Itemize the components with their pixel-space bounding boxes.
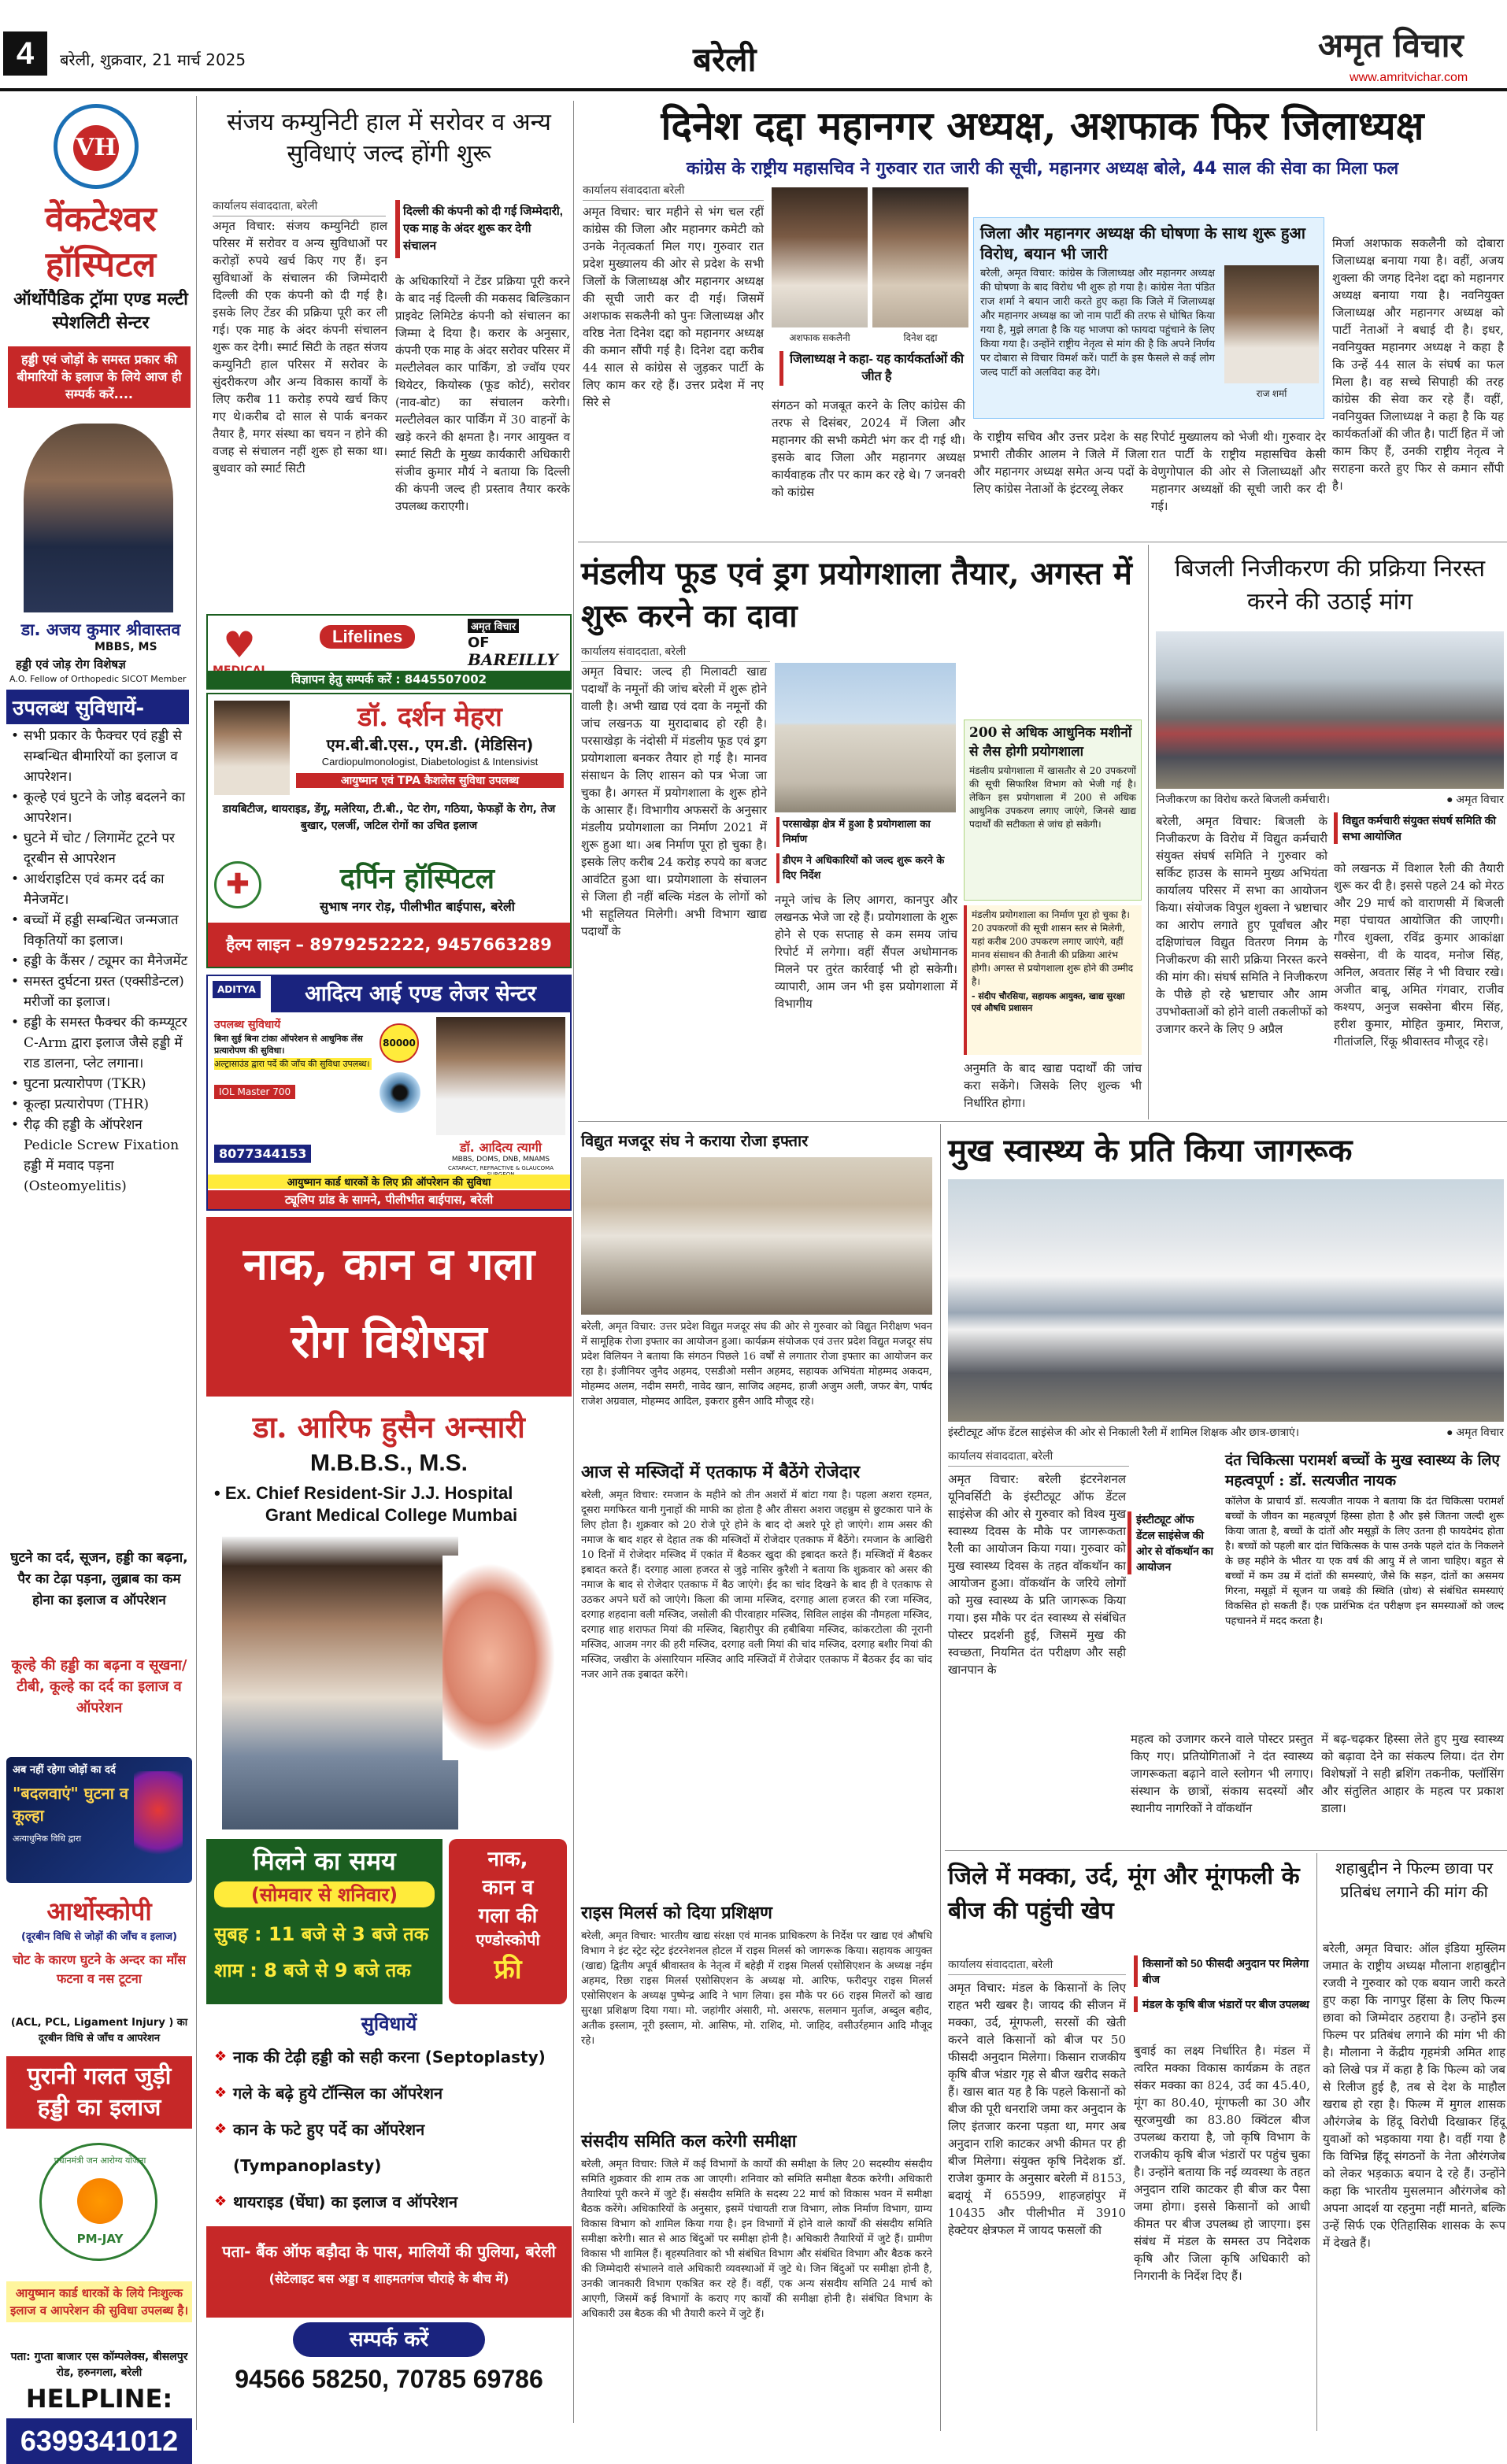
story-iftar	[578, 1124, 935, 1455]
story-headline: मंडलीय फूड एवं ड्रग प्रयोगशाला तैयार, अगस्त में शुरू करने का दावा	[581, 555, 1132, 634]
arthro-title: आर्थोस्कोपी	[46, 1896, 152, 1926]
story-headline: दिनेश दद्दा महानगर अध्यक्ष, अशफाक फिर जिलाध्यक्ष	[661, 102, 1424, 149]
story-highlight: दिल्ली की कंपनी को दी गई जिम्मेदारी, एक माह के अंदर शुरू कर देगी संचालन	[395, 200, 568, 258]
contact-label: विज्ञापन हेतु सम्पर्क करें :	[291, 672, 401, 686]
story-byline: कार्यालय संवाददाता, बरेली	[948, 1957, 1126, 1975]
badge-line-3: गला की	[478, 1904, 538, 1928]
photo-iftar	[581, 1157, 932, 1315]
story-etikaf	[578, 1456, 935, 1897]
ear-anatomy-icon	[442, 1556, 561, 1760]
doctor-degree: MBBS, DOMS, DNB, MNAMS	[451, 1156, 550, 1164]
facility-item: • सभी प्रकार के फैक्चर एवं हड्डी से सम्बन्धित बीमारियों का इलाज व आपरेशन।	[6, 726, 192, 787]
hospital-name: दर्पिन हॉस्पिटल	[339, 862, 495, 895]
dental-side-text: कॉलेज के प्राचार्य डॉ. सत्यजीत नायक ने बताया कि दंत चिकित्सा परामर्श बच्चों के जीवन का महत्वपूर्ण हिस्सा होता है और इसे जितना जल्दी शुरू किया जाता है, बच्चों के दांतों और मसूड़ों के लिए उतना ही फायदेमंद होता है। बच्चों को पहली बार दांत चिकित्सक के पास उनके पहले दांत के निकलने के छह महीने के भीतर या एक वर्ष की आयु में ले जाना चाहिए। बहुत से बच्चों में कम उम्र में दांतों की समस्याएं, जैसे कि सड़न, दांतों का असमय गिरना, मसूड़ों में सूजन या जबड़े की स्थिति (ग्रोथ) से संबंधित समस्याएं विकसित हो सकती हैं। एक प्रारंभिक दंत परीक्षण इन समस्याओं को जल्द पहचानने में मदद करता है।	[1225, 1496, 1504, 1627]
endoscopy-badge	[449, 1839, 567, 2004]
story-col1: अमृत विचार: जल्द ही मिलावटी खाद्य पदार्थों के नमूनों की जांच बरेली में शुरू होने वाली है। अभी खाद्य एवं दवा के नमूनों की जांच लखनऊ या मुरादाबाद हो रही है। परसाखेड़ा के नंदोसी में मंडलीय फूड एवं ड्रग प्रयोगशाला बनकर तैयार हो गई है। मानव संसाधन के लिए शासन को पत्र भेजा जा चुका है। अगस्त में प्रयोगशाला के शुरू होने के आसार हैं। विभागीय अफसरों के अनुसार मंडलीय प्रयोगशाला का निर्माण 2021 में शुरू हुआ था। अब निर्माण पूरा हो चुका है। इसके लिए करीब 24 करोड़ रुपये का बजट आवंटित हुआ था। प्रयोगशाला के संचालन से जिला ही नहीं बल्कि मंडल के लोगों को भी सहूलियत मिलेगी। अभी विभाग खाद्य पदार्थों के	[581, 664, 767, 938]
hospital-subtitle: ऑर्थोपैडिक ट्रॉमा एण्ड मल्टी स्पेशलिटी सेन्टर	[13, 290, 188, 333]
story-byline: कार्यालय संवाददाता, बरेली	[948, 1448, 1129, 1467]
doctor-name: डॉ. दर्शन मेहरा	[357, 701, 502, 733]
story-seeds	[945, 1853, 1313, 2431]
facility-item: • घुटना प्रत्यारोपण (TKR)	[6, 1074, 192, 1094]
photo-walkathon	[948, 1179, 1504, 1422]
caption-2: डीएम ने अधिकारियों को जल्द शुरू करने के दिए निर्देश	[776, 853, 956, 883]
facilities-label: उपलब्ध सुविधायें	[214, 1019, 281, 1031]
helpline[interactable]: हैल्प लाइन – 8979252222, 9457663289	[208, 923, 570, 967]
story-headline: आज से मस्जिदों में एतकाफ में बैठेंगे रोजेदार	[581, 1462, 861, 1482]
ent-header	[206, 1217, 572, 1397]
doctor-fellow: A.O. Fellow of Orthopedic SICOT Member	[9, 674, 187, 684]
story-chhava	[1321, 1853, 1507, 2431]
machines-box	[964, 720, 1142, 901]
lifelines-city: BAREILLY	[468, 650, 558, 669]
story-byline: कार्यालय संवाददाता, बरेली	[581, 644, 770, 662]
story-highlight: जिलाध्यक्ष ने कहा- यह कार्यकर्ताओं की जीत है	[779, 351, 965, 386]
time-morning: सुबह : 11 बजे से 3 बजे तक	[214, 1923, 429, 1945]
facility-item: • कूल्हे एवं घुटने के जोड़ बदलने का आपरेशन।	[6, 787, 192, 828]
story-congress	[578, 101, 1507, 542]
story-col3: में बढ़-चढ़कर हिस्सा लेते हुए मुख स्वास्थ्य को बढ़ावा देने का संकल्प लिया। दंत रोग विशेषज्ञों ने सही ब्रशिंग तकनीक, फ्लॉसिंग और संतुलित आहार के महत्व पर प्रकाश डाला।	[1321, 1732, 1504, 1815]
story-col2: के अधिकारियों ने टेंडर प्रक्रिया पूरी करने के बाद नई दिल्ली की मकसद बिल्डिकान प्राइवेट लिमिटेड कंपनी को संचालन का जिम्मा दे दिया है। करार के अनुसार, कंपनी एक माह के अंदर सरोवर परिसर में मल्टीलेवल कार पार्किंग, डो ज्वॉय एयर थियेटर, कियोस्क (फूड कोर्ट), सरोवर (नाव-बोट) का संचालन करेगी। मल्टीलेवल कार पार्किंग में 30 वाहनों के खड़े करने की क्षमता है। नगर आयुक्त व स्मार्ट सिटी के मुख्य कार्यकारी अधिकारी संजीव कुमार मौर्य ने बताया कि दिल्ली की कंपनी जल्द ही प्रस्ताव तैयार करके उपलब्ध कराएगी।	[395, 274, 570, 513]
helpline-label: HELPLINE:	[25, 2384, 173, 2414]
aditya-eye-ad	[206, 975, 572, 1211]
ent-title-1: नाक, कान व गला	[243, 1238, 535, 1290]
knee-badge-box	[6, 1757, 192, 1883]
facility-item: • आर्थराइटिस एवं कमर दर्द का मैनेजमेंट।	[6, 869, 192, 910]
story-rice-millers	[578, 1897, 935, 2125]
story-headline: बिजली निजीकरण की प्रक्रिया निरस्त करने की उठाई मांग	[1174, 555, 1486, 616]
lifelines-banner	[206, 614, 572, 690]
caption-raj-sharma: राज शर्मा	[1256, 388, 1287, 399]
story-headline: मुख स्वास्थ्य के प्रति किया जागरूक	[948, 1132, 1353, 1169]
doctor-photo	[214, 701, 290, 795]
photo-protest	[1156, 631, 1504, 789]
story-col2: महत्व को उजागर करने वाले पोस्टर प्रस्तुत किए गए। प्रतियोगिताओं ने दंत स्वास्थ्य जागरूकता बढ़ाने वाले स्लोगन भी लगाए। संस्थान के छात्रों, संकाय सदस्यों और स्थानीय नागरिकों ने वॉकथॉन	[1131, 1732, 1313, 1815]
contact-phones[interactable]: 94566 58250, 70785 69786	[235, 2365, 543, 2393]
diseases: डायबिटीज, थायराइड, डेंगू, मलेरिया, टी.बी., पेट रोग, गठिया, फेफड़ों के रोग, तेज बुखार, एलर्जी, जटिल रोगों का उचित इलाज	[222, 803, 556, 832]
caption-dinesh: दिनेश दद्दा	[903, 332, 938, 343]
doctor-exp-2: Grant Medical College Mumbai	[265, 1505, 518, 1525]
photo-credit: ● अमृत विचार	[1446, 793, 1504, 805]
knee-badge-1: अब नहीं रहेगा जोड़ों का दर्द	[13, 1764, 116, 1776]
iol-badge: IOL Master 700	[214, 1085, 295, 1099]
doctor-photo	[24, 424, 173, 612]
website[interactable]: www.amritvichar.com	[1350, 71, 1468, 84]
story-sanjay-hall	[206, 101, 572, 605]
lifelines-contact	[208, 671, 570, 688]
story-food-lab	[578, 545, 1145, 1119]
city-title: बरेली	[693, 40, 757, 79]
old-fix-banner: पुरानी गलत जुड़ी हड्डी का इलाज	[6, 2056, 192, 2129]
doctor-photo	[222, 1537, 458, 1830]
aditya-phone[interactable]: 8077344153	[214, 1145, 311, 1163]
quote-by: - संदीप चौरसिया, सहायक आयुक्त, खाद्य सुरक्षा एवं औषधि प्रशासन	[972, 991, 1125, 1013]
ent-facility-item: ❖ कान के फटे हुए पर्दे का ऑपरेशन (Tympanoplasty)	[214, 2111, 568, 2184]
address-line-1: पता- बैंक ऑफ बड़ौदा के पास, मालियों की पुलिया, बरेली	[222, 2242, 556, 2261]
story-headline: जिले में मक्का, उर्द, मूंग और मूंगफली के बीज की पहुंची खेप	[948, 1863, 1300, 1925]
story-col1: अमृत विचार: बरेली इंटरनेशनल यूनिवर्सिटी के इंस्टीट्यूट ऑफ डेंटल साइंसेज की ओर से गुरुवार को विश्व मुख स्वास्थ्य दिवस के मौके पर जागरूकता रैली का आयोजन किया गया। गुरुवार को मुख स्वास्थ्य दिवस के तहत वॉकथॉन का आयोजन हुआ। वॉकथॉन के जरिये लोगों को मुख स्वास्थ्य के प्रति जागरूक किया गया। इस मौके पर दंत स्वास्थ्य से संबंधित पोस्टर प्रदर्शनी हुई, जिसमें मुख की स्वच्छता, नियमित दंत परीक्षण और सही खानपान के	[948, 1472, 1126, 1677]
doctor-spec: Cardiopulmonologist, Diabetologist & Intensivist	[321, 756, 539, 768]
photo-credit: ● अमृत विचार	[1446, 1426, 1504, 1438]
rule	[573, 101, 574, 2423]
ent-facility-item: ❖ गले के बढ़े हुये टॉन्सिल का ऑपरेशन	[214, 2075, 568, 2111]
protest-title: जिला और महानगर अध्यक्ष की घोषणा के साथ शुरू हुआ विरोध, बयान भी जारी	[980, 224, 1305, 263]
ent-facilities-list	[214, 2039, 568, 2256]
aditya-address: ट्यूलिप ग्रांड के सामने, पीलीभीत बाईपास, बरेली	[208, 1190, 570, 1209]
pmjay-lotus-icon	[77, 2178, 123, 2224]
address-line-2: (सेटेलाइट बस अड्डा व शाहमतगंज चौराहे के बीच में)	[268, 2271, 509, 2286]
eye-graphic-icon	[376, 1069, 424, 1116]
story-col1: अमृत विचार: संजय कम्युनिटी हाल परिसर में सरोवर व अन्य सुविधाओं पर करोड़ों रुपये खर्च किए गए हैं। इन सुविधाओं के संचालन की जिम्मेदारी दिल्ली की एक कंपनी को दी गई है। इसके लिए टेंडर की प्रक्रिया पूरी कर ली गई। एक माह के अंदर कंपनी संचालन शुरू कर देगी। स्मार्ट सिटी के तहत संजय कम्युनिटी हाल परिसर में सरोवर के सुंदरीकरण और अन्य विकास कार्यों के लिए करीब 11 करोड़ रुपये खर्च किए गए थे।करीब दो साल से पार्क बनकर तैयार है, मगर संस्था का चयन न होने की वजह से संचालन नहीं शुरू हो सका था। बुधवार को स्मार्ट सिटी	[213, 219, 387, 475]
story-electricity	[1153, 545, 1507, 1119]
time-evening: शाम : 8 बजे से 9 बजे तक	[214, 1959, 411, 1981]
time-title: मिलने का समय	[253, 1846, 396, 1876]
highlight-1: किसानों को 50 फीसदी अनुदान पर मिलेगा बीज	[1134, 1955, 1310, 1987]
doctor-degree: MBBS, MS	[94, 641, 157, 653]
page-number: 4	[3, 31, 47, 76]
story-col2: संगठन को मजबूत करने के लिए कांग्रेस की तरफ से दिसंबर, 2024 में जिला और महानगर की सभी कमेटी भंग कर दी गई थी। इसके बाद जिला और महानगर अध्यक्ष कार्यवाहक तौर पर काम कर रहे थे। 7 जनवरी को कांग्रेस	[772, 398, 965, 499]
aditya-logo: ADITYA	[213, 981, 261, 998]
rule	[945, 1850, 1507, 1851]
photo-dinesh	[872, 187, 968, 327]
helpline-number[interactable]: 6399341012	[6, 2418, 192, 2464]
photo-lab-building	[775, 663, 956, 812]
ent-facilities-title: सुविधायें	[361, 2013, 417, 2035]
story-col3: के राष्ट्रीय सचिव और उत्तर प्रदेश के सह प्रभारी तौकीर आलम ने जिले में जिला और महानगर अध्यक्ष समेत अन्य पदों के लिए कांग्रेस नेताओं के इंटरव्यू लेकर	[973, 430, 1148, 496]
doctor-name: डा. अजय कुमार श्रीवास्तव	[20, 620, 181, 639]
story-col4: रिपोर्ट मुख्यालय को भेजी थी। गुरुवार देर रात पार्टी के राष्ट्रीय महासचिव केसी वेणुगोपाल की ओर से जिलाध्यक्षों और महानगर अध्यक्षों की सूची जारी कर दी गई।	[1151, 430, 1326, 513]
story-headline: संसदीय समिति कल करेगी समीक्षा	[581, 2131, 797, 2151]
badge-line-1: नाक,	[487, 1848, 528, 1871]
photo-caption: निजीकरण का विरोध करते बिजली कर्मचारी।	[1156, 793, 1331, 805]
ent-address	[206, 2226, 572, 2318]
page-header	[0, 0, 1507, 93]
aditya-badge: 80000	[380, 1023, 419, 1063]
story-text: बरेली, अमृत विचार: जिले में कई विभागों के कार्यों की समीक्षा के लिए 20 सदस्यीय संसदीय समिति शुक्रवार की शाम तक आ जाएगी। शनिवार को समिति समीक्षा बैठक करेगी। अधिकारी तैयारियां पूरी करने में जुटे हैं। संसदीय समिति के सदस्य 22 मार्च को विकास भवन में समीक्षा बैठक करेंगे। अधिकारियों के अनुसार, इसमें पंचायती राज विभाग, लोक निर्माण विभाग, ग्राम्य विकास विभाग को शामिल किया गया है। इन विभागों में होने वाले कार्यों की संसदीय समिति समीक्षा करेगी। सात से आठ बिंदुओं पर समीक्षा होनी है। अधिकारी तैयारियों में जुटे हैं। ग्रामीण विकास भी शामिल हैं। बृहस्पतिवार को भी संबंधित विभाग और संबंधित विभाग और बैठक करने की जिम्मेदारी संभालने वाले अधिकारी व्यवस्थाओं में जुटे थे। जिन बिंदुओं पर समीक्षा होनी है, उनकी जानकारी विभाग एकत्रित कर रहे हैं। वहीं, एक अन्य संसदीय समिति 24 मार्च को आएगी, जिसमें कई विभागों के कराए गए कार्यों की समीक्षा होनी है। संबंधित विभाग के अधिकारी उस बैठक की भी तैयारी करने में जुटे हैं।	[581, 2159, 932, 2320]
story-col1: अमृत विचार: मंडल के किसानों के लिए राहत भरी खबर है। जायद की सीजन में मक्का, उर्द, मूंगफली, सरसों की खेती करने वाले किसानों को बीज पर 50 फीसदी अनुदान मिलेगा। किसान राजकीय कृषि बीज भंडार गृह से बीज खरीद सकते हैं। खास बात यह है कि पहले किसानों को बीज की पूरी धनराशि जमा कर अनुदान के लिए इंतजार करना पड़ता था, मगर अब अनुदान राशि काटकर अभी कीमत पर ही बीज मिलेगा। संयुक्त कृषि निदेशक डॉ. राजेश कुमार के अनुसार बरेली में 8153, बदायूं में 65599, शाहजहांपुर में 10435 और पीलीभीत में 3910 हेक्टेयर क्षेत्रफल में जायद फसलों की	[948, 1981, 1126, 2237]
story-text: बरेली, अमृत विचार: रमजान के महीने को तीन अशरों में बांटा गया है। पहला अशरा रहमत, दूसरा मगफिरत यानी गुनाहों की माफी का होता है और तीसरा अशरा जहन्नुम से छुटकारा पाने के लिए होता है। शुक्रवार को 20 रोजे पूरे होने के बाद दो अशरे पूरे हो जाएंगे। शाम असर की नमाज के बाद शहर से देहात तक की मस्जिदों में रोजेदार एतकाफ में बैठेंगे। रमजान के आखिरी 10 दिनों में रोजेदार मस्जिद में एकांत में बैठकर खुदा की इबादत करते हैं। मस्जिदों में बैठकर इबादत करते हैं। दरगाह आला हजरत से जुड़े नासिर कुरैशी ने बताया कि शुक्रवार को असर की नमाज के बाद से रोजेदार एतकाफ में बैठ जाएंगे। ईद का चांद दिखने के बाद ही वे एतकाफ से उठकर अपने घरों को जाएंगे। किला की जामा मस्जिद, दरगाह आला हजरत की रजा मस्जिद, दरगाह शहदाना वली मस्जिद, जसोली की पीरवाहार मस्जिद, सिविल लाइंस की नौमहला मस्जिद, दरगाह शाह शराफत मियां की मस्जिद, बिहारीपुर की हबीबिया मस्जिद, कांकरटोला की नूरानी मस्जिद, आजम नगर की हरी मस्जिद, दरगाह वली मियां की चांद मस्जिद, दरगाह बशीर मियां की मस्जिद, जखीरा के अंसारियान मस्जिद आदि मस्जिदों में रोजेदार एतकाफ में बैठकर ईद का चांद नजर आने तक इबादत करेंगे।	[581, 1489, 932, 1681]
story-highlight: इंस्टीट्यूट ऑफ डेंटल साइंसेज की ओर से वॉकथॉन का आयोजन	[1127, 1511, 1216, 1574]
story-col5: मिर्जा अशफाक सकलैनी को दोबारा जिलाध्यक्ष बनाया गया है। वहीं, अजय शुक्ला की जगह दिनेश दद्दा को महानगर अध्यक्ष बनाया गया है। नवनियुक्त जिलाध्यक्ष और महानगर अध्यक्ष को पार्टी नेताओं ने बधाई दी है। इधर, नवनियुक्त महानगर अध्यक्ष ने कहा है कि उन्हें 44 साल के संघर्ष का फल मिला है। वह सच्चे सिपाही की तरह कांग्रेस की सेवा कर रहे हैं। वहीं, नवनियुक्त जिलाध्यक्ष ने कहा है कि यह कार्यकर्ताओं की जीत है। पार्टी हित में जो काम किए हैं, उनकी राष्ट्रीय नेतृत्व ने सराहना करते हुए फिर से कमान सौंपी है।	[1332, 236, 1504, 493]
venkateshwar-hospital-ad	[0, 96, 197, 2457]
badge-line-2: कान व	[482, 1876, 534, 1900]
story-headline: संजय कम्युनिटी हाल में सरोवर व अन्य सुविधाएं जल्द होंगी शुरू	[227, 109, 551, 168]
pmjay-label: PM-JAY	[76, 2232, 124, 2246]
photo-ashfaq	[772, 187, 868, 327]
hospital-address: सुभाष नगर रोड़, पीलीभीत बाईपास, बरेली	[320, 899, 515, 914]
highlight-2: मंडल के कृषि बीज भंडारों पर बीज उपलब्ध	[1134, 1996, 1310, 2012]
facility-item: • समस्त दुर्घटना ग्रस्त (एक्सीडेन्टल) मरीजों का इलाज।	[6, 971, 192, 1012]
story-col1: अमृत विचार: चार महीने से भंग चल रहीं कांग्रेस की जिला और महानगर कमेटी को उनके नेतृत्वकर्ता मिल गए। गुरुवार रात प्रदेश मुख्यालय की ओर से प्रदेश के सभी जिलों के जिलाध्यक्ष और महानगर अध्यक्ष की सूची जारी कर दी गई। जिसमें अशफाक सकलैनी को पुनः जिलाध्यक्ष और वरिष्ठ नेता दिनेश दद्दा को महानगर अध्यक्ष की कमान सौंपी गई है। दिनेश दद्दा करीब 44 साल से कांग्रेस से जुड़कर पार्टी के लिए काम कर रहे हैं। उत्तर प्रदेश में नए सिरे से	[583, 205, 764, 409]
story-highlight: विद्युत कर्मचारी संयुक्त संघर्ष समिति की सभा आयोजित	[1334, 812, 1504, 844]
story-oral-health	[945, 1124, 1507, 1848]
hospital-name: वेंकटेश्वर	[45, 199, 157, 239]
story-byline: कार्यालय संवाददाता, बरेली	[213, 198, 386, 216]
facility-item: • बच्चों में हड्डी सम्बन्धित जन्मजात विकृतियों का इलाज।	[6, 910, 192, 951]
lifelines-of: OF	[468, 634, 490, 651]
rule	[578, 1121, 1507, 1122]
story-committee	[578, 2125, 935, 2433]
knee-badge-3: अत्याधुनिक विधि द्वारा	[13, 1833, 82, 1844]
ent-facility-item: ❖ थायराइड (घेंघा) का इलाज व ऑपरेशन	[214, 2184, 568, 2220]
time-box	[206, 1839, 442, 2004]
tpa-note: आयुष्मान एवं TPA कैशलेस सुविधा उपलब्ध	[296, 773, 564, 788]
doctor-photo	[436, 1017, 565, 1135]
rule	[1148, 545, 1149, 1119]
ent-arif-ansari-ad	[206, 1217, 572, 2429]
lifelines-title: Lifelines	[320, 625, 415, 649]
facilities-title: उपलब्ध सुविधायें-	[6, 690, 189, 724]
doctor-surgeon: CATARACT, REFRACTIVE & GLAUCOMA	[447, 1165, 554, 1171]
facility-item: • घुटने में चोट / लिगामेंट टूटने पर दूरबीन से आपरेशन	[6, 828, 192, 869]
story-headline: विद्युत मजदूर संघ ने कराया रोजा इफ्तार	[578, 1124, 935, 1157]
aditya-title: आदित्य आई एण्ड लेजर सेन्टर	[271, 976, 570, 1012]
story-headline: राइस मिलर्स को दिया प्रशिक्षण	[581, 1903, 772, 1923]
hospital-name-2: हॉस्पिटल	[45, 245, 157, 285]
badge-line-4: एण्डोस्कोपी	[476, 1930, 540, 1949]
hospital-logo-icon: VH	[54, 104, 139, 189]
hospital-tagline: हड्डी एवं जोड़ों के समस्त प्रकार की बीमारियों के इलाज के लिये आज ही सम्पर्क करें....	[8, 346, 191, 408]
badge-line-5: फ्री	[494, 1954, 522, 1985]
doctor-spec: हड्डी एवं जोड़ रोग विशेषज्ञ	[16, 657, 126, 671]
doctor-degree: एम.बी.बी.एस., एम.डी. (मेडिसिन)	[326, 735, 534, 754]
story-subtitle: कांग्रेस के राष्ट्रीय महासचिव ने गुरुवार रात जारी की सूची, महानगर अध्यक्ष बोले, 44 साल की सेवा का मिला फल	[686, 159, 1399, 179]
facilities-list	[6, 726, 192, 1197]
pmjay-title: प्रधानमंत्री जन आरोग्य योजना	[54, 2155, 146, 2166]
knee-badge-2: "बदलवाएं" घुटना व कूल्हा	[13, 1784, 129, 1825]
doctor-degree: M.B.B.S., M.S.	[309, 1450, 468, 1476]
doctor-exp-1: • Ex. Chief Resident-Sir J.J. Hospital	[214, 1483, 513, 1503]
story-col2: नमूने जांच के लिए आगरा, कानपुर और लखनऊ भेजे जा रहे हैं। प्रयोगशाला के शुरू होने से एक सप्ताह से कम समय जांच रिपोर्ट में लगेगा। वहीं सैंपल अधोमानक मिलने पर तुरंत कार्रवाई भी हो सकेगी। व्यापारी, आम जन भी इस प्रयोगशाला में विभागीय	[775, 893, 957, 1011]
hospital-address: पता: गुप्ता बाजार एस कॉम्पलेक्स, बीसलपुर रोड, हरुनगला, बरेली	[10, 2351, 188, 2379]
photo-raj-sharma	[1224, 265, 1319, 383]
arthro-text: चोट के कारण घुटने के अन्दर का माँस फटना व नस टूटना	[12, 1952, 187, 1986]
story-headline: शहाबुद्दीन ने फिल्म छावा पर प्रतिबंध लगाने की मांग की	[1335, 1859, 1494, 1901]
medical-cross-icon: ♥	[223, 623, 256, 666]
arthro-sub: (दूरबीन विधि से जोड़ों की जाँच व इलाज)	[21, 1931, 177, 1943]
facility-item: • कूल्हा प्रत्यारोपण (THR)	[6, 1094, 192, 1115]
story-text: बरेली, अमृत विचार: ऑल इंडिया मुस्लिम जमात के राष्ट्रीय अध्यक्ष मौलाना शहाबुद्दीन रजवी ने गुरुवार को एक बयान जारी करते हुए कहा कि नागपुर हिंसा के लिए फिल्म छावा को जिम्मेदार ठहराया है। उन्होंने इस फिल्म पर प्रतिबंध लगाने की मांग भी की है। मौलाना ने केंद्रीय गृहमंत्री अमित शाह को लिखे पत्र में कहा है कि फिल्म को जब से रिलीज हुई है, तब से देश के माहौल खराब हो रहा है। फिल्म में मुगल शासक औरंगजेब के हिंदू विरोधी दिखाकर हिंदू युवाओं को भड़काया गया है। वहीं गया है कि विभिन्न हिंदू संगठनों के नेता औरंगजेब को लेकर भड़काऊ बयान दे रहे हैं। उन्होंने कहा कि भारतीय मुसलमान औरंगजेब को अपना आदर्श या रहनुमा नहीं मानते, बल्कि उन्हें सिर्फ एक ऐतिहासिक शासक के रूप में देखते हैं।	[1323, 1941, 1505, 2250]
protest-box	[973, 217, 1324, 419]
brand-logo: अमृत विचार	[1318, 26, 1464, 65]
darshan-mehra-ad	[206, 693, 572, 968]
story-byline: कार्यालय संवाददाता बरेली	[583, 183, 764, 201]
machines-title: 200 से अधिक आधुनिक मशीनों से लैस होगी प्रयोगशाला	[969, 725, 1132, 760]
story-col2: बुवाई का लक्ष्य निर्धारित है। मंडल में त्वरित मक्का विकास कार्यक्रम के तहत संकर मक्का का 824, उर्द का 45.40, मूंग का 80.40, मूंगफली का 30 और सूरजमुखी का 83.80 क्विंटल बीज उपलब्ध कराया है, जो कृषि विभाग के राजकीय कृषि बीज भंडारों पर पहुंच चुका है। उन्होंने बताया कि नई व्यवस्था के तहत अनुदान राशि काटकर ही बीज कर पैसा जमा होगा। इससे किसानों को आधी कीमत पर बीज उपलब्ध हो जाएगा। इस संबंध में मंडल के समस्त उप निदेशक कृषि और जिला कृषि अधिकारी को निगरानी के निर्देश दिए हैं।	[1134, 2044, 1310, 2283]
photo-caption: इंस्टीट्यूट ऑफ डेंटल साइंसेज की ओर से निकाली रैली में शामिल शिक्षक और छात्र-छात्राएं।	[948, 1426, 1300, 1438]
official-quote	[964, 905, 1142, 1055]
facility-item: • हड्डी के समस्त फैक्चर की कम्प्यूटर C-Arm द्वारा इलाज जैसे हड्डी में राड डालना, प्लेट लगाना।	[6, 1012, 192, 1074]
knee-joint-icon	[134, 1771, 183, 1869]
quote-text: मंडलीय प्रयोगशाला का निर्माण पूरा हो चुका है। 20 उपकरणों की सूची शासन स्तर से मिलेगी, यहां करीब 200 उपकरण लगाए जाएंगे, वहीं मानव संसाधन की तैनाती की प्रक्रिया आरंभ होगी। अगस्त से प्रयोगशाला शुरू होने की उम्मीद है।	[972, 909, 1134, 987]
hip-text: कूल्हे की हड्डी का बढ़ना व सूखना/ टीबी, कूल्हे का दर्द का इलाज व ऑपरेशन	[11, 1657, 187, 1716]
ayushman-text: आयुष्मान कार्ड धारकों के लिये निःशुल्क इलाज व आपरेशन की सुविधा उपलब्ध है।	[6, 2281, 192, 2322]
arthro-types: (ACL, PCL, Ligament Injury ) का दूरबीन विधि से जाँच व आपरेशन	[10, 2017, 188, 2044]
story-col3: अनुमति के बाद खाद्य पदार्थों की जांच करा सकेंगे। जिसके लिए शुल्क भी निर्धारित होगा।	[964, 1061, 1142, 1110]
story-col1: बरेली, अमृत विचार: बिजली के निजीकरण के विरोध में विद्युत कर्मचारी संयुक्त संघर्ष समिति ने गुरुवार को सर्किट हाउस के सामने मुख्य अभियंता कार्यालय परिसर में सभा का आयोजन किया। संयोजक विपुल शुक्ला ने भ्रष्टाचार का आरोप लगाते हुए पूर्वांचल और दक्षिणांचल विद्युत वितरण निगम के निजीकरण की सारी प्रक्रिया निरस्त करने की मांग की। संघर्ष समिति ने निजीकरण के पीछे हो रहे भ्रष्टाचार और आम उपभोक्ताओं को होने वाली तकलीफों को उजागर करने के लिए 9 अप्रैल	[1156, 814, 1327, 1036]
doctor-name: डॉ. आदित्य त्यागी	[459, 1140, 542, 1155]
doctor-name: डा. आरिफ हुसैन अन्सारी	[253, 1409, 525, 1445]
protest-text: बरेली, अमृत विचार: कांग्रेस के जिलाध्यक्ष और महानगर अध्यक्ष की घोषणा के बाद विरोध भी शुरू हो गया है। कांग्रेस नेता पंडित राज शर्मा ने बयान जारी करते हुए कहा कि जिले में जिलाध्यक्ष और महानगर अध्यक्ष का जो नाम पार्टी की तरफ से घोषित किया गया है, मुझे लगता है कि यह भाजपा को फायदा पहुंचाने के लिए किया गया है। उन्होंने राष्ट्रीय नेतृत्व से मांग की है कि अपने निर्णय पर दोबारा से विचार विमर्श करें। पार्टी के इस फैसले से कई लोग जल्द पार्टी को अलविदा कह देंगे।	[980, 268, 1215, 379]
contact-title: सम्पर्क करें	[293, 2322, 485, 2357]
facility-item: • हड्डी के कैंसर / ट्यूमर का मैनेजमेंट	[6, 951, 192, 971]
time-days: (सोमवार से शनिवार)	[214, 1881, 435, 1907]
pmjay-logo	[39, 2143, 157, 2261]
aditya-text-1: बिना सुई बिना टांका ऑपरेशन से आधुनिक लेंस प्रत्यारोपण की सुविधा।	[214, 1034, 363, 1056]
hospital-logo-icon: ✚	[214, 861, 261, 908]
ent-facility-item: ❖ नाक की टेढ़ी हड्डी को सही करना (Septoplasty)	[214, 2039, 568, 2075]
caption-1: परसाखेड़ा क्षेत्र में हुआ है प्रयोगशाला का निर्माण	[776, 817, 956, 847]
caption-ashfaq: अशफाक सकलैनी	[789, 332, 850, 343]
ent-title-2: रोग विशेषज्ञ	[291, 1315, 487, 1368]
story-text: बरेली, अमृत विचार: उत्तर प्रदेश विद्युत मजदूर संघ की ओर से गुरुवार को विद्युत निरीक्षण भवन में सामूहिक रोजा इफ्तार का आयोजन हुआ। कार्यक्रम संयोजक एवं उत्तर प्रदेश विद्युत मजदूर संघ प्रदेश विलियन ने बताया कि संगठन पिछले 16 वर्षों से लगातार रोजा इफ्तार का आयोजन कर रहा है। इंजीनियर जुनैद अहमद, एसडीओ मसीन अहमद, सहायक अभियंता मोहम्मद अकदम, मोहम्मद अलम, नदीम समरी, नावेद खान, साजिद अहमद, हाजी अजुम अली, जफर बेग, पार्षद राजेश अग्रवाल, मोहम्मद आदिल, इकरार हुसैन आदि मौजूद रहे।	[581, 1321, 932, 1408]
rule	[1316, 1853, 1317, 2431]
story-text: बरेली, अमृत विचार: भारतीय खाद्य संरक्षा एवं मानक प्राधिकरण के निर्देश पर खाद्य एवं औषधि विभाग ने इंट स्ट्रेट स्ट्रेट इंटरनेशनल होटल में राइस मिलर्स को जागरूक किया। सहायक आयुक्त (खाद्य) द्वितीय अपूर्व श्रीवास्तव के नेतृत्व में बहेड़ी में राइस मिलर्स एसोसिएशन के अध्यक्ष नईम अहमद, रिछा राइस मिलर्स एसोसिएशन के अध्यक्ष मो. आरिफ, फरीदपुर राइस मिलर्स एसोसिएशन के अध्यक्ष पुष्पेन्द्र आदि ने भाग लिया। इस मौके पर 66 राइस मिलरों को खाद्य सुरक्षा प्रशिक्षण दिया गया। मो. जहांगीर अंसारी, मो. असरफ, सलमान मुर्ताज, अब्दुल बहीद, अतीक इस्लाम, नूरी इस्लाम, मो. आसिफ, मो. राशिद, मो. जाहिद, वसीउर्रहमान आदि मौजूद रहे।	[581, 1930, 932, 2047]
rule	[940, 1124, 941, 2431]
machines-text: मंडलीय प्रयोगशाला में खासतौर से 20 उपकरणों की सूची सिफारिश विभाग को भेजी गई है। लेकिन इस प्रयोगशाला में 200 से अधिक आधुनिक उपकरण लगाए जाएंगे, जिनसे खाद्य पदार्थों की सटीकता से जांच हो सकेगी।	[969, 765, 1136, 830]
ayushman-note: आयुष्मान कार्ड धारकों के लिए फ्री ऑपरेशन की सुविधा	[208, 1175, 570, 1189]
facility-item: • रीढ़ की हड्डी के ऑपरेशन Pedicle Screw Fixation हड्डी में मवाद पड़ना (Osteomyelitis)	[6, 1115, 192, 1197]
contact-number[interactable]: 8445507002	[404, 672, 487, 686]
knee-pain-text: घुटने का दर्द, सूजन, हड्डी का बढ़ना, पैर का टेढ़ा पड़ना, लुब्राब का कम होना का इलाज व ऑपरेशन	[10, 1550, 188, 1608]
dental-side-title: दंत चिकित्सा परामर्श बच्चों के मुख स्वास्थ्य के लिए महत्वपूर्ण : डॉ. सत्यजीत नायक	[1225, 1452, 1500, 1489]
dateline: बरेली, शुक्रवार, 21 मार्च 2025	[60, 50, 246, 69]
story-col2: को लखनऊ में विशाल रैली की तैयारी शुरू कर दी है। इससे पहले 24 को मेरठ और 29 मार्च को वाराणसी में बिजली महा पंचायत आयोजित की जाएगी। गौरव शुक्ला, रविंद्र कुमार आकांक्षा सक्सेना, वी के यादव, मनोज सिंह, अनिल, अवतार सिंह ने भी विचार रखे। अजीत बाबू, अमित गंगवार, राजीव कश्यप, अनुज सक्सेना बीरम सिंह, हरीश कुमार, मोहित कुमार, मिराज, गीतांजलि, रिंकू श्रीवास्तव मौजूद रहे।	[1334, 861, 1504, 1049]
header-rule	[0, 88, 1507, 91]
aditya-text-2: अल्ट्रासाउंड द्वारा पर्दे की जाँच की सुविधा उपलब्ध।	[214, 1058, 372, 1070]
lifelines-brand: अमृत विचार	[468, 619, 519, 633]
